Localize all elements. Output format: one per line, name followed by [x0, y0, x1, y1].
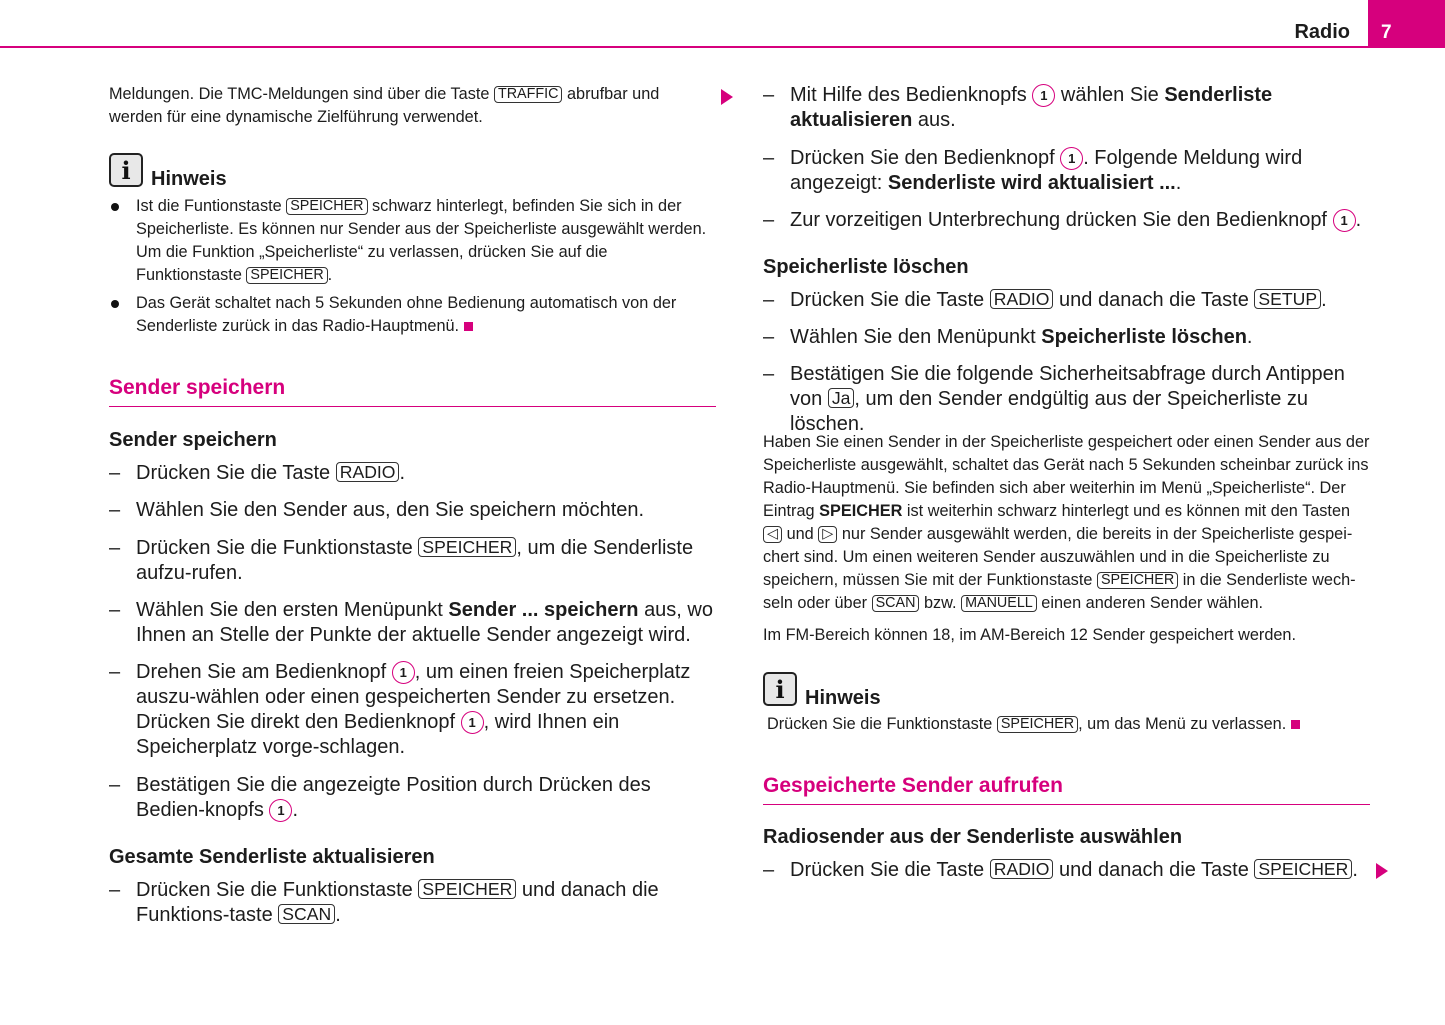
text: und danach die Funktions-taste [136, 879, 659, 926]
subheading-sender-speichern: Sender speichern [109, 429, 277, 451]
continue-arrow-icon [1376, 863, 1388, 879]
step-item [109, 598, 716, 648]
text: schwarz hinterlegt, befinden Sie sich in der Speicherliste. Es können nur Sender aus der Speicherliste ausgewählt werden. Um die Funktion „Speicherliste“ zu verlassen, drücken Sie auf die Funktionstaste [136, 197, 707, 284]
text: . [1321, 289, 1327, 311]
text: Drücken Sie die Taste [136, 462, 331, 484]
step-item [763, 362, 1370, 437]
step-item [109, 461, 716, 486]
end-marker-icon [464, 322, 473, 331]
text: Drücken Sie die Funktionstaste [136, 537, 413, 559]
text: Mit Hilfe des Bedienknopfs [790, 84, 1027, 106]
hinweis-bullet-2 [109, 292, 716, 338]
text: , um einen freien Speicherplatz auszu-wählen oder einen gespeicherten Sender zu ersetzen. Drücken Sie direkt den Bedienknopf [136, 661, 691, 733]
text: . [1246, 326, 1253, 348]
step-item [109, 498, 716, 523]
subheading-gesamte-senderliste: Gesamte Senderliste aktualisieren [109, 846, 435, 868]
menu-item-name: Senderliste aktualisieren [790, 84, 1273, 131]
text: . Folgende Meldung wird angezeigt: [790, 147, 1303, 194]
text: . [399, 462, 406, 484]
text: Bestätigen Sie die folgende Sicherheitsabfrage durch Antippen von [790, 363, 1345, 410]
text: . [335, 904, 341, 926]
step-item [763, 146, 1370, 196]
continue-arrow-icon [721, 89, 733, 105]
bullet-dot [111, 300, 119, 308]
text: . [327, 266, 333, 284]
text: und danach die Taste [1059, 859, 1249, 881]
text: Drücken Sie die Taste [790, 289, 985, 311]
key-speicher: SPEICHER [997, 716, 1078, 733]
text: aus, wo Ihnen an Stelle der Punkte der aktuelle Sender angezeigt wird. [136, 599, 713, 646]
key-scan: SCAN [872, 595, 920, 612]
key-radio: RADIO [990, 859, 1054, 879]
text: Zur vorzeitigen Unterbrechung drücken Sie den Bedienknopf [790, 209, 1327, 231]
text: Wählen Sie den Menüpunkt [790, 326, 1036, 348]
hinweis-heading [763, 672, 1370, 709]
text: , um die Senderliste aufzu-rufen. [136, 537, 694, 584]
text: bzw. [923, 594, 957, 612]
key-speicher: SPEICHER [1097, 572, 1178, 589]
text: Wählen Sie den Sender aus, den Sie speichern möchten. [136, 499, 645, 521]
text: , um das Menü zu verlassen. [1078, 715, 1287, 733]
knob-number-icon: 1 [1060, 147, 1083, 170]
key-manuell: MANUELL [961, 595, 1037, 612]
key-speicher: SPEICHER [286, 198, 367, 215]
text: . [1355, 209, 1362, 231]
capacity-paragraph: Im FM-Bereich können 18, im AM-Bereich 12 Sender gespeichert werden. [763, 626, 1297, 644]
text: Haben Sie einen Sender in der Speicherliste gespeichert oder einen Sender aus der Speicherliste ausgewählt, schaltet das Gerät nach 5 Sekunden scheinbar zurück ins Radio-Hauptmenü. Sie befinden sich aber weiterhin im Menü „Speicherliste“. Der Eintrag [763, 433, 1370, 520]
text: Meldungen. Die TMC-Meldungen sind über die Taste [109, 85, 490, 103]
info-icon: i [109, 153, 143, 187]
text: Bestätigen Sie die angezeigte Position durch Drücken des Bedien-knopfs [136, 774, 651, 821]
key-scan: SCAN [278, 904, 335, 924]
knob-number-icon: 1 [392, 661, 415, 684]
key-setup: SETUP [1254, 289, 1321, 309]
step-item [763, 288, 1370, 313]
text: ist weiterhin schwarz hinterlegt und es können mit den Tasten [906, 502, 1351, 520]
text: in die Senderliste wech-seln oder über [763, 571, 1356, 612]
knob-number-icon: 1 [1333, 209, 1356, 232]
key-right-arrow-icon: ▷ [818, 526, 837, 543]
key-speicher: SPEICHER [1254, 859, 1352, 879]
section-title-gespeicherte-sender: Gespeicherte Sender aufrufen [763, 773, 1370, 805]
hinweis-heading [109, 153, 716, 190]
text: Wählen Sie den ersten Menüpunkt [136, 599, 443, 621]
key-speicher: SPEICHER [246, 267, 327, 284]
text: . [292, 799, 298, 821]
step-item [109, 878, 716, 928]
text: Drehen Sie am Bedienknopf [136, 661, 387, 683]
text: Drücken Sie die Taste [790, 859, 985, 881]
key-radio: RADIO [336, 462, 400, 482]
step-item [109, 536, 716, 586]
knob-number-icon: 1 [269, 799, 292, 822]
header-rule [0, 46, 1368, 48]
hinweis-text [763, 713, 1370, 736]
subheading-radiosender-auswaehlen: Radiosender aus der Senderliste auswählen [763, 826, 1183, 848]
text: Drücken Sie die Funktionstaste [767, 715, 993, 733]
text: Drücken Sie die Funktionstaste [136, 879, 413, 901]
menu-item-name: Speicherliste löschen [1041, 326, 1247, 348]
key-speicher: SPEICHER [418, 879, 516, 899]
page-number: 7 [1368, 0, 1445, 48]
header-title: Radio [1294, 21, 1350, 43]
section-title-sender-speichern: Sender speichern [109, 375, 716, 407]
text: und [786, 525, 814, 543]
text: aus. [917, 109, 956, 131]
step-item [109, 660, 716, 760]
hinweis-bullet-1 [109, 195, 716, 287]
intro-paragraph [109, 83, 716, 129]
text: , wird Ihnen ein Speicherplatz vorge-schlagen. [136, 711, 620, 758]
step-item [763, 208, 1370, 233]
end-marker-icon [1291, 720, 1300, 729]
menu-item-name: Sender ... speichern [448, 599, 639, 621]
key-ja: Ja [828, 388, 855, 408]
text: einen anderen Sender wählen. [1041, 594, 1264, 612]
step-item [763, 858, 1370, 883]
display-message: Senderliste wird aktualisiert ... [887, 172, 1176, 194]
knob-number-icon: 1 [1032, 84, 1055, 107]
step-item [763, 325, 1370, 350]
entry-name: SPEICHER [819, 502, 903, 520]
key-left-arrow-icon: ◁ [763, 526, 782, 543]
info-icon: i [763, 672, 797, 706]
text: und danach die Taste [1059, 289, 1249, 311]
key-speicher: SPEICHER [418, 537, 516, 557]
subheading-speicherliste-loeschen: Speicherliste löschen [763, 256, 969, 278]
text: , um den Sender endgültig aus der Speicherliste zu löschen. [790, 388, 1309, 435]
text: . [1352, 859, 1358, 881]
text: wählen Sie [1060, 84, 1159, 106]
knob-number-icon: 1 [461, 711, 484, 734]
text: Ist die Funtionstaste [136, 197, 282, 215]
hinweis-title: Hinweis [805, 687, 881, 709]
key-radio: RADIO [990, 289, 1054, 309]
bullet-dot [111, 203, 119, 211]
hinweis-title: Hinweis [151, 168, 227, 190]
text: abrufbar und werden für eine dynamische Zielführung verwendet. [109, 85, 660, 126]
step-item [763, 83, 1370, 133]
text: Das Gerät schaltet nach 5 Sekunden ohne Bedienung automatisch von der Senderliste zurück in das Radio-Hauptmenü. [136, 294, 677, 335]
info-paragraph [763, 431, 1370, 615]
text: Drücken Sie den Bedienknopf [790, 147, 1055, 169]
text: nur Sender ausgewählt werden, die bereits in der Speicherliste gespei-chert sind. Um einen weiteren Sender auszuwählen und in die Speicherliste zu speichern, müssen Sie mit der Funktionstaste [763, 525, 1353, 589]
text: . [1175, 172, 1182, 194]
step-item [109, 773, 716, 823]
key-traffic: TRAFFIC [494, 86, 563, 103]
